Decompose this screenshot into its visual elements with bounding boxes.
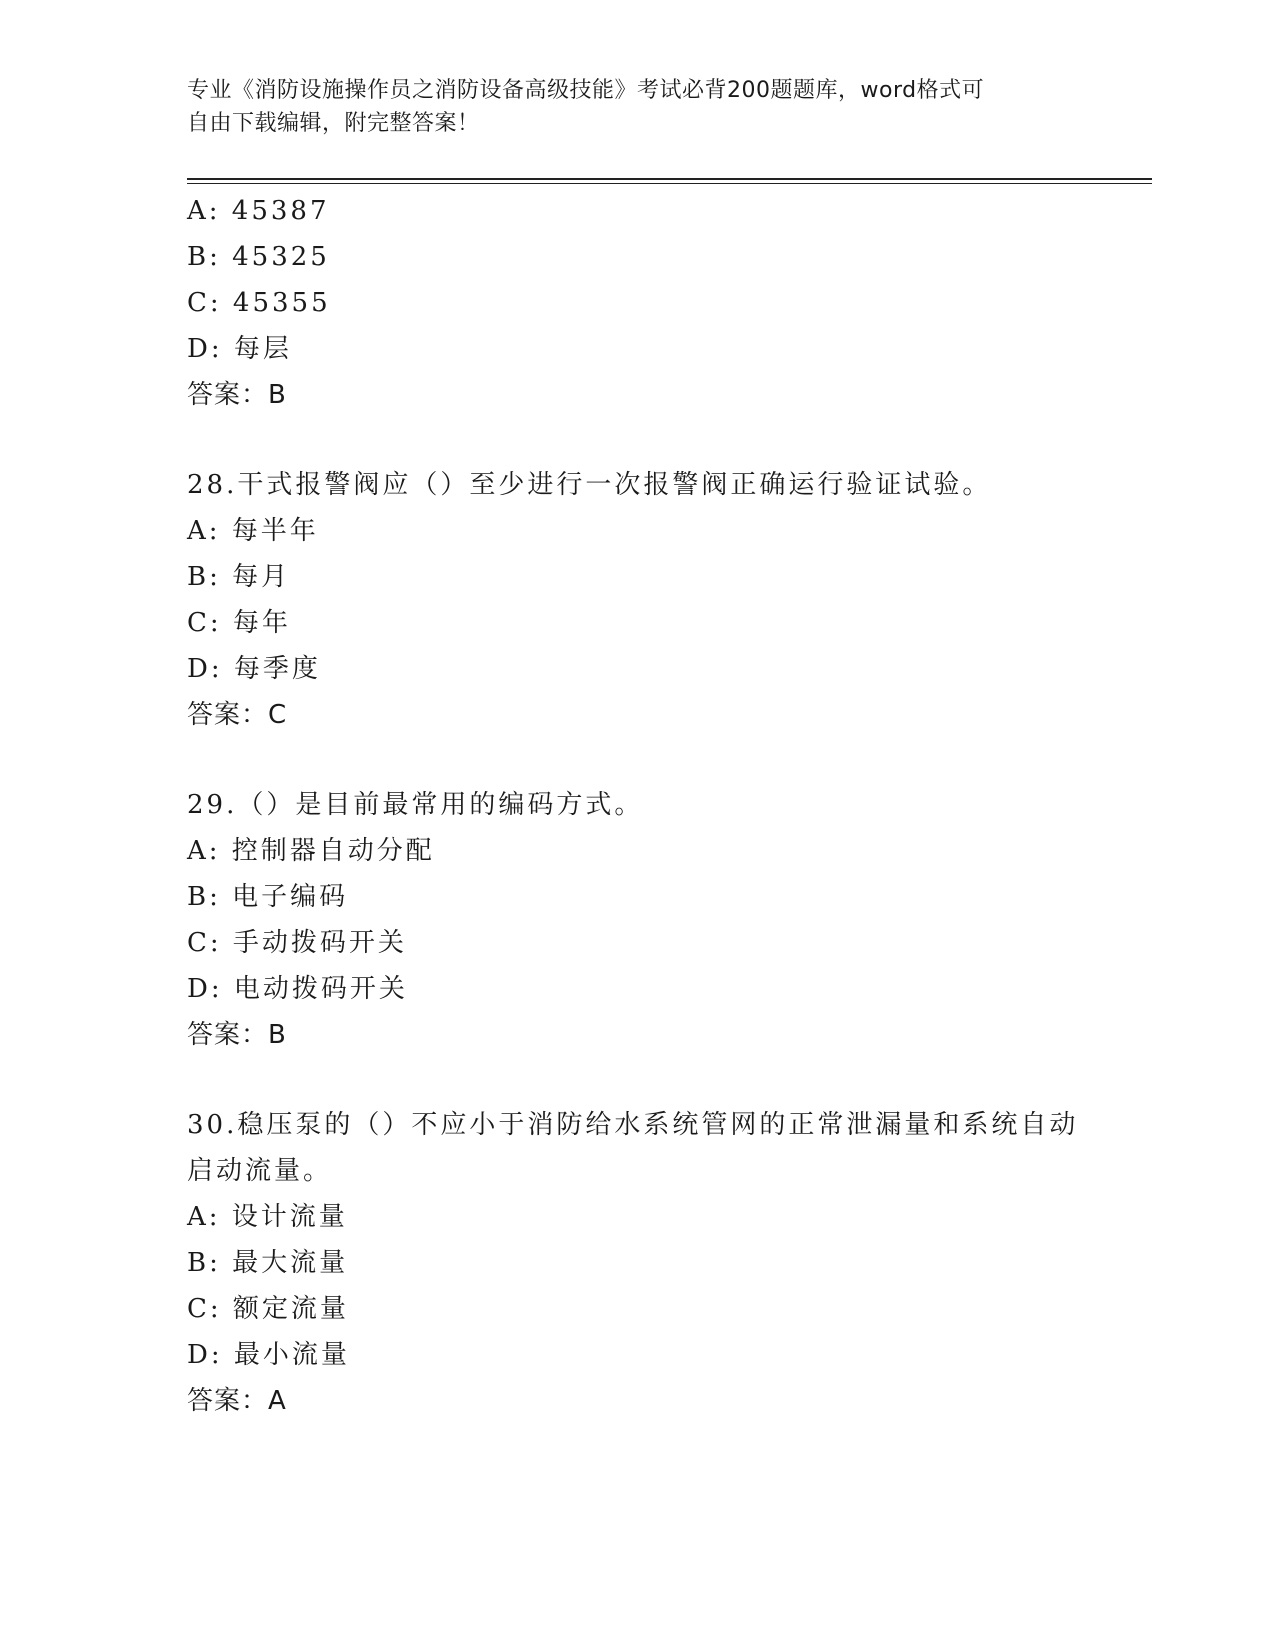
option-d: D: 每层 <box>187 334 292 364</box>
option-a: A: 设计流量 <box>187 1202 348 1232</box>
question-block-27 <box>187 188 1087 418</box>
option-d: D: 电动拨码开关 <box>187 974 408 1004</box>
spacer <box>187 738 1087 782</box>
option-c: C: 每年 <box>187 608 291 638</box>
option-a: A: 控制器自动分配 <box>187 836 435 866</box>
option-a: A: 45387 <box>187 196 330 226</box>
option-b: B: 每月 <box>187 562 291 592</box>
question-list <box>187 188 1087 1424</box>
header-line-2: 自由下载编辑，附完整答案！ <box>187 111 480 136</box>
document-header <box>187 74 1087 140</box>
spacer <box>187 418 1087 462</box>
question-stem-line-2: 启动流量。 <box>187 1156 333 1186</box>
option-d: D: 最小流量 <box>187 1340 350 1370</box>
question-block-28 <box>187 462 1087 738</box>
question-stem-line-1: 30.稳压泵的（）不应小于消防给水系统管网的正常泄漏量和系统自动 <box>187 1110 1079 1140</box>
option-b: B: 电子编码 <box>187 882 349 912</box>
question-stem: 28.干式报警阀应（）至少进行一次报警阀正确运行验证试验。 <box>187 470 992 500</box>
question-block-30 <box>187 1102 1087 1424</box>
question-stem: 29.（）是目前最常用的编码方式。 <box>187 790 644 820</box>
header-line-1: 专业《消防设施操作员之消防设备高级技能》考试必背200题题库，word格式可 <box>187 78 985 103</box>
answer-line: 答案：C <box>187 700 288 730</box>
option-c: C: 45355 <box>187 288 331 318</box>
answer-line: 答案：A <box>187 1386 287 1416</box>
option-c: C: 手动拨码开关 <box>187 928 407 958</box>
answer-line: 答案：B <box>187 380 287 410</box>
option-a: A: 每半年 <box>187 516 319 546</box>
option-b: B: 最大流量 <box>187 1248 349 1278</box>
header-divider-thick <box>187 178 1152 180</box>
option-d: D: 每季度 <box>187 654 321 684</box>
header-divider-thin <box>187 183 1152 184</box>
answer-line: 答案：B <box>187 1020 287 1050</box>
question-block-29 <box>187 782 1087 1058</box>
spacer <box>187 1058 1087 1102</box>
option-b: B: 45325 <box>187 242 330 272</box>
option-c: C: 额定流量 <box>187 1294 349 1324</box>
